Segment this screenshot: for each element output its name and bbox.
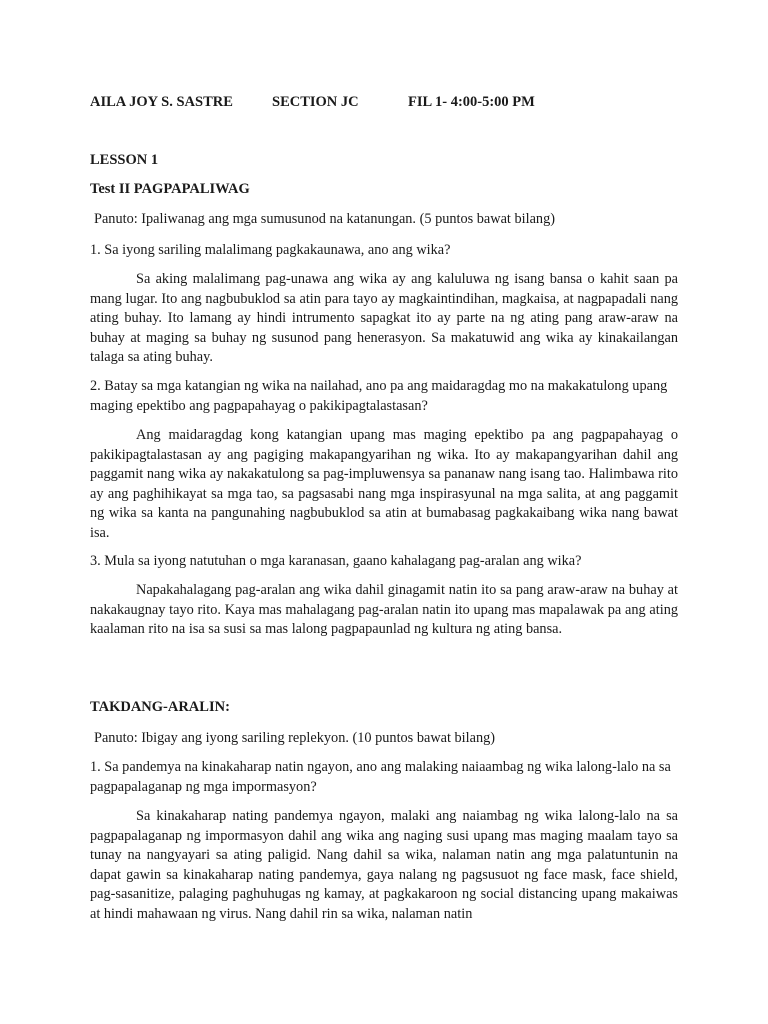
lesson-instruction: Panuto: Ipaliwanag ang mga sumusunod na katanungan. (5 puntos bawat bilang) bbox=[94, 211, 555, 227]
student-name: AILA JOY S. SASTRE bbox=[90, 94, 233, 110]
lesson-title: LESSON 1 bbox=[90, 152, 159, 168]
takdang-answer-1: Sa kinakaharap nating pandemya ngayon, malaki ang naiambag ng wika lalong-lalo na sa pagpapalaganap ng impormasyon dahil ang wika ang naging susi upang mas maging maalam tayo sa tunay na nangyayari sa ating paligid. Nang dahil sa wika, nalaman natin ang mga palatuntunin na dapat gawin sa kinakaharap nating pandemya, gaya nalang ng pagsusuot ng face mask, face shield, pag-sasanitize, palaging paghuhugas ng kamay, at pagkakaroon ng social distancing upang makaiwas at hindi mahawaan ng virus. Nang dahil rin sa wika, nalaman natin bbox=[90, 808, 678, 922]
answer-2: Ang maidaragdag kong katangian upang mas maging epektibo pa ang pagpapahayag o pakikipagtalastasan ay ang pagiging makapangyarihan ng wika. Ito ay makapangyarihan dahil ang paggamit nang wika ay nakakatulong sa pag-impluwensya sa pananaw nang isang tao. Halimbawa rito ay ang paghihikayat sa mga tao, sa pagsasabi nang mga inspirasyunal na mga salita, at ang paggamit ng wika sa kanta na pangunahing nagbubuklod sa atin at bumabasag pagkakaibang wika nang bawat isa. bbox=[90, 427, 678, 541]
answer-3: Napakahalagang pag-aralan ang wika dahil ginagamit natin ito sa pang araw-araw na buhay at nakakaugnay tayo rito. Kaya mas mahalagang pag-aralan natin ito upang mas mapalawak pa ang ating kaalaman rito na isa sa susi sa mas lalong pagpapaunlad ng kultura ng ating bansa. bbox=[90, 582, 678, 637]
question-3: 3. Mula sa iyong natutuhan o mga karanasan, gaano kahalagang pag-aralan ang wika? bbox=[90, 553, 582, 569]
class-schedule: FIL 1- 4:00-5:00 PM bbox=[408, 94, 535, 110]
answer-1: Sa aking malalimang pag-unawa ang wika ay ang kaluluwa ng isang bansa o kahit saan pa mang lugar. Ito ang nagbubuklod sa atin para tayo ay magkaintindihan, magkaisa, at nagpapadali nang ating buhay. Ito lamang ay hindi intrumento sapagkat ito ay parte na ng ating pang araw-araw na buhay at maging sa buhay ng susunod pang henerasyon. Sa makatuwid ang wika ay kinakailangan talaga sa ating buhay. bbox=[90, 271, 678, 365]
test-title: Test II PAGPAPALIWAG bbox=[90, 181, 250, 197]
question-1: 1. Sa iyong sariling malalimang pagkakaunawa, ano ang wika? bbox=[90, 242, 451, 258]
takdang-aralin-instruction: Panuto: Ibigay ang iyong sariling replekyon. (10 puntos bawat bilang) bbox=[94, 730, 496, 746]
takdang-aralin-title: TAKDANG-ARALIN: bbox=[90, 699, 230, 715]
student-section: SECTION JC bbox=[272, 94, 359, 110]
question-2: 2. Batay sa mga katangian ng wika na nailahad, ano pa ang maidaragdag mo na makakatulong upang maging epektibo ang pagpapahayag o pakikipagtalastasan? bbox=[90, 378, 668, 414]
takdang-question-1: 1. Sa pandemya na kinakaharap natin ngayon, ano ang malaking naiaambag ng wika lalong-lalo na sa pagpapalaganap ng mga impormasyon? bbox=[90, 759, 671, 795]
